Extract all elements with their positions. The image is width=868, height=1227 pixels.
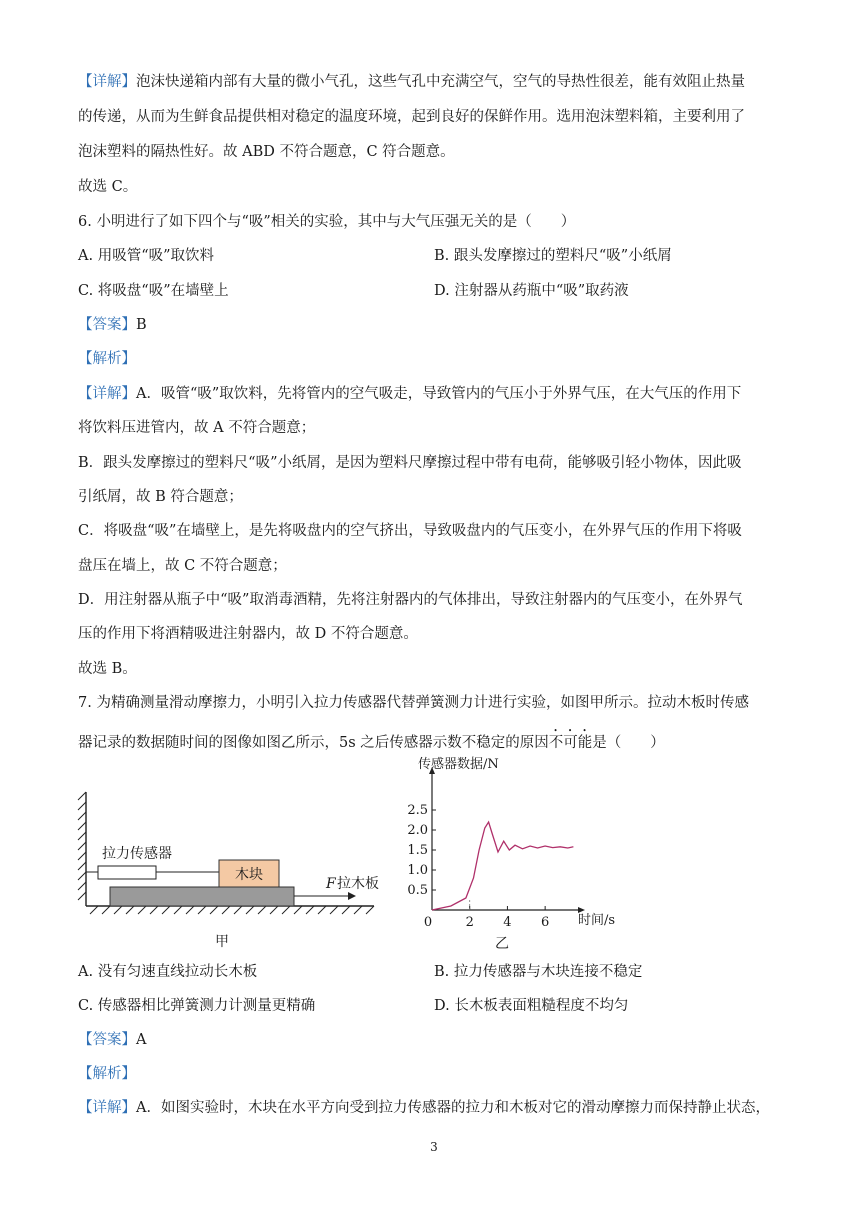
page-number: 3: [430, 1140, 438, 1154]
q7-stem-pre: 器记录的数据随时间的图像如图乙所示，5s 之后传感器示数不稳定的原因: [78, 735, 549, 751]
pull-label: 拉木板: [337, 876, 379, 892]
y-tick-label: 2.5: [407, 803, 428, 818]
p1-line2: 的传递，从而为生鲜食品提供相对稳定的温度环境，起到良好的保鲜作用。选用泡沫塑料箱，主要利用了: [78, 109, 745, 125]
q7-answer: [78, 1030, 146, 1050]
q7-detail-line1: [78, 1098, 770, 1118]
p1-conclusion: 故选 C。: [78, 179, 138, 195]
x-tick-label: 4: [503, 915, 512, 930]
detail-tag: 【详解】: [78, 1100, 136, 1116]
y-axis-label: 传感器数据/N: [418, 757, 499, 772]
q6-detail-line8: 压的作用下将酒精吸进注射器内，故 D 不符合题意。: [78, 626, 418, 642]
detail-tag: 【详解】: [78, 74, 136, 90]
q6-detail-line2: 将饮料压进管内，故 A 不符合题意；: [78, 420, 316, 436]
answer-tag: 【答案】: [78, 1032, 136, 1048]
caption-yi: 乙: [495, 936, 509, 952]
answer-tag: 【答案】: [78, 317, 136, 333]
q6-detail-line3: B．跟头发摩擦过的塑料尺“吸”小纸屑，是因为塑料尺摩擦过程中带有电荷，能够吸引轻小物体，因此吸: [78, 455, 742, 471]
sensor-label: 拉力传感器: [102, 846, 172, 862]
y-tick-label: 2.0: [407, 823, 428, 838]
p1-line1: [78, 72, 745, 92]
q7-stem-emphasis: 不可能: [548, 735, 593, 751]
q6-option-b: B. 跟头发摩擦过的塑料尺“吸”小纸屑: [434, 248, 672, 264]
q6-conclusion: 故选 B。: [78, 661, 137, 677]
q7-stem-post: 是（ ）: [592, 735, 665, 751]
x-tick-label: 2: [465, 915, 474, 930]
floor-hatching: [90, 906, 374, 914]
chart-ticks: [407, 803, 549, 930]
p1-text1: 泡沫快递箱内部有大量的微小气孔，这些气孔中充满空气，空气的导热性很差，能有效阻止热量: [136, 74, 745, 90]
long-board: [110, 887, 294, 906]
q6-detail-line5: C．将吸盘“吸”在墙壁上，是先将吸盘内的空气挤出，导致吸盘内的气压变小，在外界气压的作用下将吸: [78, 523, 742, 539]
x-tick-label: 0: [423, 915, 433, 930]
q6-detail-line1: [78, 384, 741, 404]
q6-detail-line4: 引纸屑，故 B 符合题意；: [78, 489, 243, 505]
q7-option-a: A. 没有匀速直线拉动长木板: [78, 964, 258, 980]
q6-analysis-tag: 【解析】: [78, 351, 136, 367]
y-tick-label: 0.5: [407, 883, 428, 898]
q6-stem: 6. 小明进行了如下四个与“吸”相关的实验，其中与大气压强无关的是（ ）: [78, 214, 576, 230]
wall-hatching: [78, 792, 86, 900]
q7-option-b: B. 拉力传感器与木块连接不稳定: [434, 964, 643, 980]
p1-line3: 泡沫塑料的隔热性好。故 ABD 不符合题意，C 符合题意。: [78, 144, 455, 160]
q6-detail-text1: A．吸管“吸”取饮料，先将管内的空气吸走，导致管内的气压小于外界气压，在大气压的作用下: [136, 386, 742, 402]
q7-option-d: D. 长木板表面粗糙程度不均匀: [434, 998, 629, 1014]
q7-stem-line1: 7. 为精确测量滑动摩擦力，小明引入拉力传感器代替弹簧测力计进行实验，如图甲所示。拉动木板时传感: [78, 695, 749, 711]
answer-value: B: [136, 317, 147, 333]
chart-axes: [429, 767, 585, 913]
q6-option-c: C. 将吸盘“吸”在墙壁上: [78, 283, 229, 299]
detail-tag: 【详解】: [78, 386, 136, 402]
q6-option-a: A. 用吸管“吸”取饮料: [78, 248, 215, 264]
x-tick-label: 6: [541, 915, 550, 930]
q6-detail-line7: D．用注射器从瓶子中“吸”取消毒酒精，先将注射器内的气体排出，导致注射器内的气压变小，在外界气: [78, 592, 743, 608]
x-axis-label: 时间/s: [578, 913, 616, 928]
block-label: 木块: [235, 867, 263, 883]
y-tick-label: 1.5: [407, 843, 428, 858]
q7-option-c: C. 传感器相比弹簧测力计测量更精确: [78, 998, 316, 1014]
q6-option-d: D. 注射器从药瓶中“吸”取药液: [434, 283, 629, 299]
pull-arrowhead: [348, 892, 356, 900]
q6-answer: [78, 315, 147, 335]
caption-jia: 甲: [215, 934, 229, 950]
answer-value: A: [136, 1032, 147, 1048]
series-line: [432, 822, 573, 910]
q7-detail-text1: A．如图实验时，木块在水平方向受到拉力传感器的拉力和木板对它的滑动摩擦力而保持静止状态，: [136, 1100, 770, 1116]
figure-sensor-chart: [400, 752, 630, 952]
tension-sensor: [98, 866, 156, 879]
q7-analysis-tag: 【解析】: [78, 1066, 136, 1082]
q6-detail-line6: 盘压在墙上，故 C 不符合题意；: [78, 558, 287, 574]
y-tick-label: 1.0: [407, 863, 428, 878]
force-symbol: F: [326, 876, 336, 892]
q7-stem-line2: [78, 727, 665, 753]
figure-apparatus: [76, 786, 386, 951]
